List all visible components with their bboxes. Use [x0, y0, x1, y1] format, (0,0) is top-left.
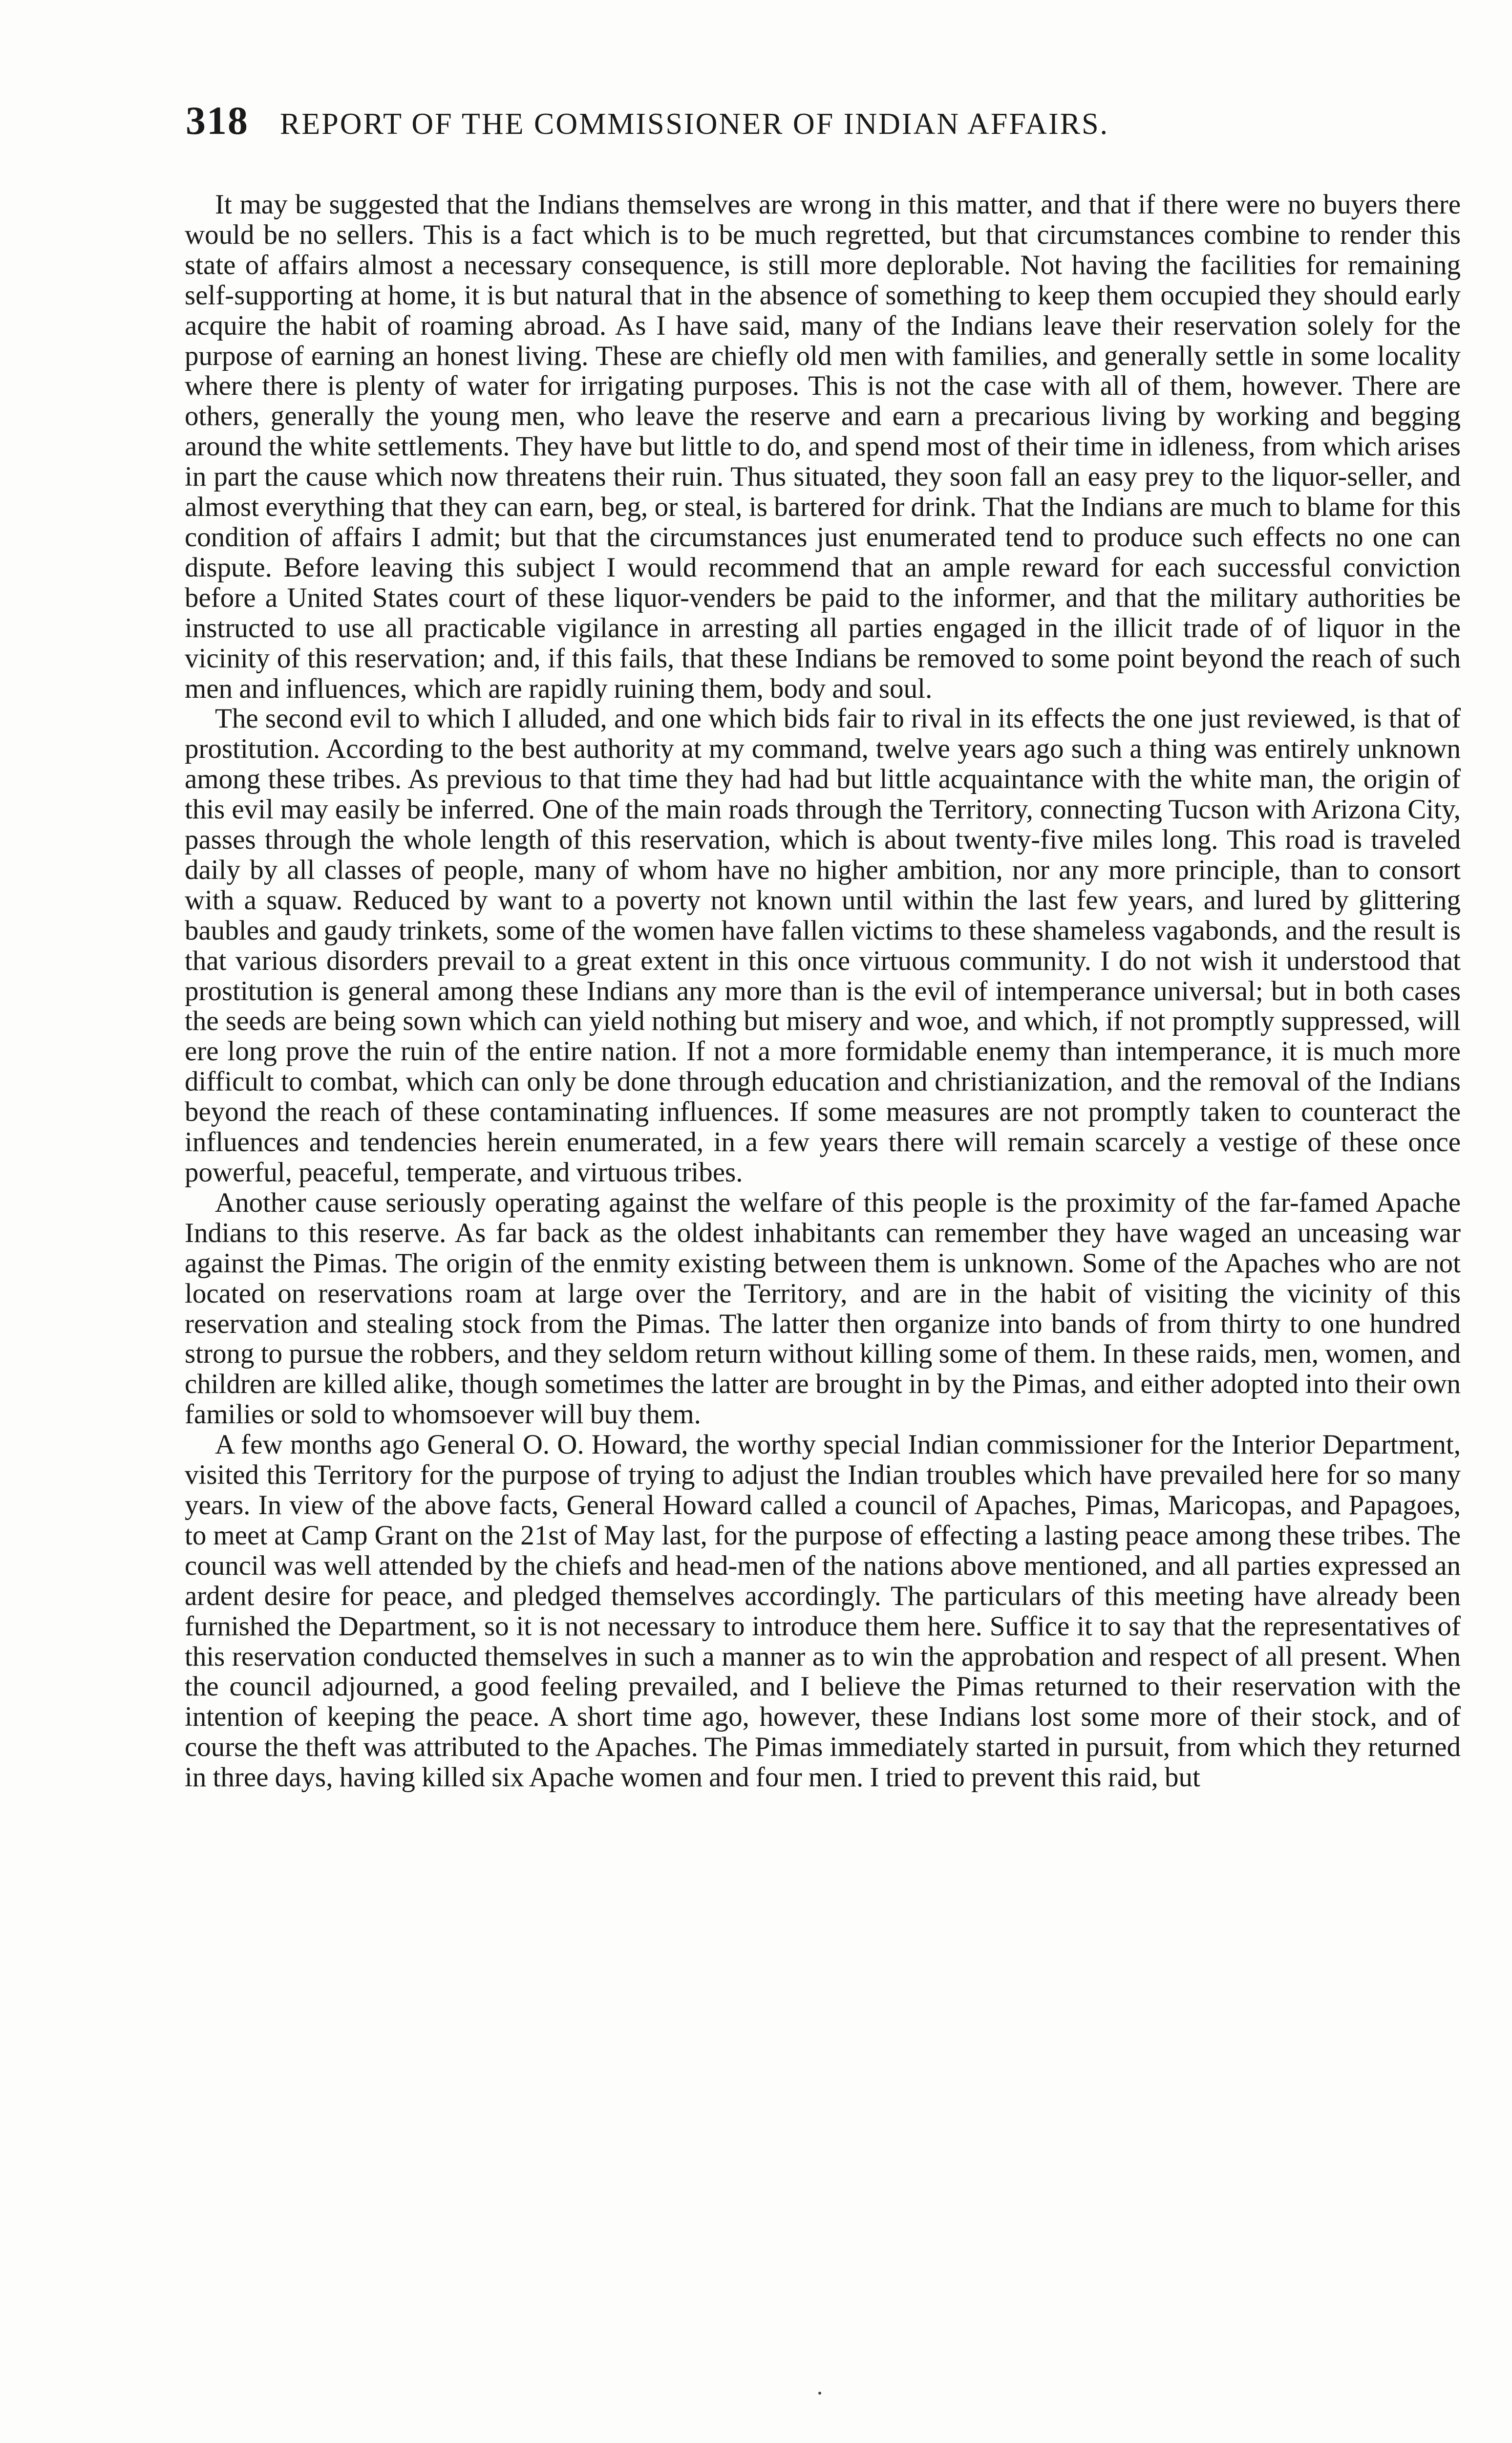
print-speck: [818, 2392, 821, 2395]
paragraph: It may be suggested that the Indians themselves are wrong in this matter, and that if there were no buyers there would be no sellers. This is a fact which is to be much regretted, but that circumstances combine to render this state of affairs almost a necessary consequence, is still more deplorable. Not having the facilities for remaining self-supporting at home, it is but natural that in the absence of something to keep them occupied they should early acquire the habit of roaming abroad. As I have said, many of the Indians leave their reservation solely for the purpose of earning an honest living. These are chiefly old men with families, and generally settle in some locality where there is plenty of water for irrigating purposes. This is not the case with all of them, however. There are others, generally the young men, who leave the reserve and earn a precarious living by working and begging around the white settlements. They have but little to do, and spend most of their time in idleness, from which arises in part the cause which now threatens their ruin. Thus situated, they soon fall an easy prey to the liquor-seller, and almost everything that they can earn, beg, or steal, is bartered for drink. That the Indians are much to blame for this condition of affairs I admit; but that the circumstances just enumerated tend to produce such effects no one can dispute. Before leaving this subject I would recommend that an ample reward for each successful conviction before a United States court of these liquor-venders be paid to the informer, and that the military authorities be instructed to use all practicable vigilance in arresting all parties engaged in the illicit trade of of liquor in the vicinity of this reservation; and, if this fails, that these Indians be removed to some point beyond the reach of such men and influences, which are rapidly ruining them, body and soul.: [185, 189, 1461, 704]
page-number: 318: [186, 98, 249, 143]
paragraph: Another cause seriously operating against the welfare of this people is the proximity of the far-famed Apache Indians to this reserve. As far back as the oldest inhabitants can remember they have waged an unceasing war against the Pimas. The origin of the enmity existing between them is unknown. Some of the Apaches who are not located on reservations roam at large over the Territory, and are in the habit of visiting the vicinity of this reservation and stealing stock from the Pimas. The latter then organize into bands of from thirty to one hundred strong to pursue the robbers, and they seldom return without killing some of them. In these raids, men, women, and children are killed alike, though sometimes the latter are brought in by the Pimas, and either adopted into their own families or sold to whomsoever will buy them.: [185, 1187, 1461, 1430]
body-text: [185, 190, 1461, 1793]
running-header: [186, 98, 1348, 156]
running-title: REPORT OF THE COMMISSIONER OF INDIAN AFFAIRS.: [280, 107, 1109, 141]
paragraph: A few months ago General O. O. Howard, the worthy special Indian commissioner for the Interior Department, visited this Territory for the purpose of trying to adjust the Indian troubles which have prevailed here for so many years. In view of the above facts, General Howard called a council of Apaches, Pimas, Maricopas, and Papagoes, to meet at Camp Grant on the 21st of May last, for the purpose of effecting a lasting peace among these tribes. The council was well attended by the chiefs and head-men of the nations above mentioned, and all parties expressed an ardent desire for peace, and pledged themselves accordingly. The particulars of this meeting have already been furnished the Department, so it is not necessary to introduce them here. Suffice it to say that the representatives of this reservation conducted themselves in such a manner as to win the approbation and respect of all present. When the council adjourned, a good feeling prevailed, and I believe the Pimas returned to their reservation with the intention of keeping the peace. A short time ago, however, these Indians lost some more of their stock, and of course the theft was attributed to the Apaches. The Pimas immediately started in pursuit, from which they returned in three days, having killed six Apache women and four men. I tried to prevent this raid, but: [185, 1429, 1461, 1793]
paragraph: The second evil to which I alluded, and one which bids fair to rival in its effects the one just reviewed, is that of prostitution. According to the best authority at my command, twelve years ago such a thing was entirely unknown among these tribes. As previous to that time they had had but little acquaintance with the white man, the origin of this evil may easily be inferred. One of the main roads through the Territory, connecting Tucson with Arizona City, passes through the whole length of this reservation, which is about twenty-five miles long. This road is traveled daily by all classes of people, many of whom have no higher ambition, nor any more principle, than to consort with a squaw. Reduced by want to a poverty not known until within the last few years, and lured by glittering baubles and gaudy trinkets, some of the women have fallen victims to these shameless vagabonds, and the result is that various disorders prevail to a great extent in this once virtuous community. I do not wish it understood that prostitution is general among these Indians any more than is the evil of intemperance universal; but in both cases the seeds are being sown which can yield nothing but misery and woe, and which, if not promptly suppressed, will ere long prove the ruin of the entire nation. If not a more formidable enemy than intemperance, it is much more difficult to combat, which can only be done through education and christianization, and the removal of the Indians beyond the reach of these contaminating influences. If some measures are not promptly taken to counteract the influences and tendencies herein enumerated, in a few years there will remain scarcely a vestige of these once powerful, peaceful, temperate, and virtuous tribes.: [185, 703, 1461, 1188]
